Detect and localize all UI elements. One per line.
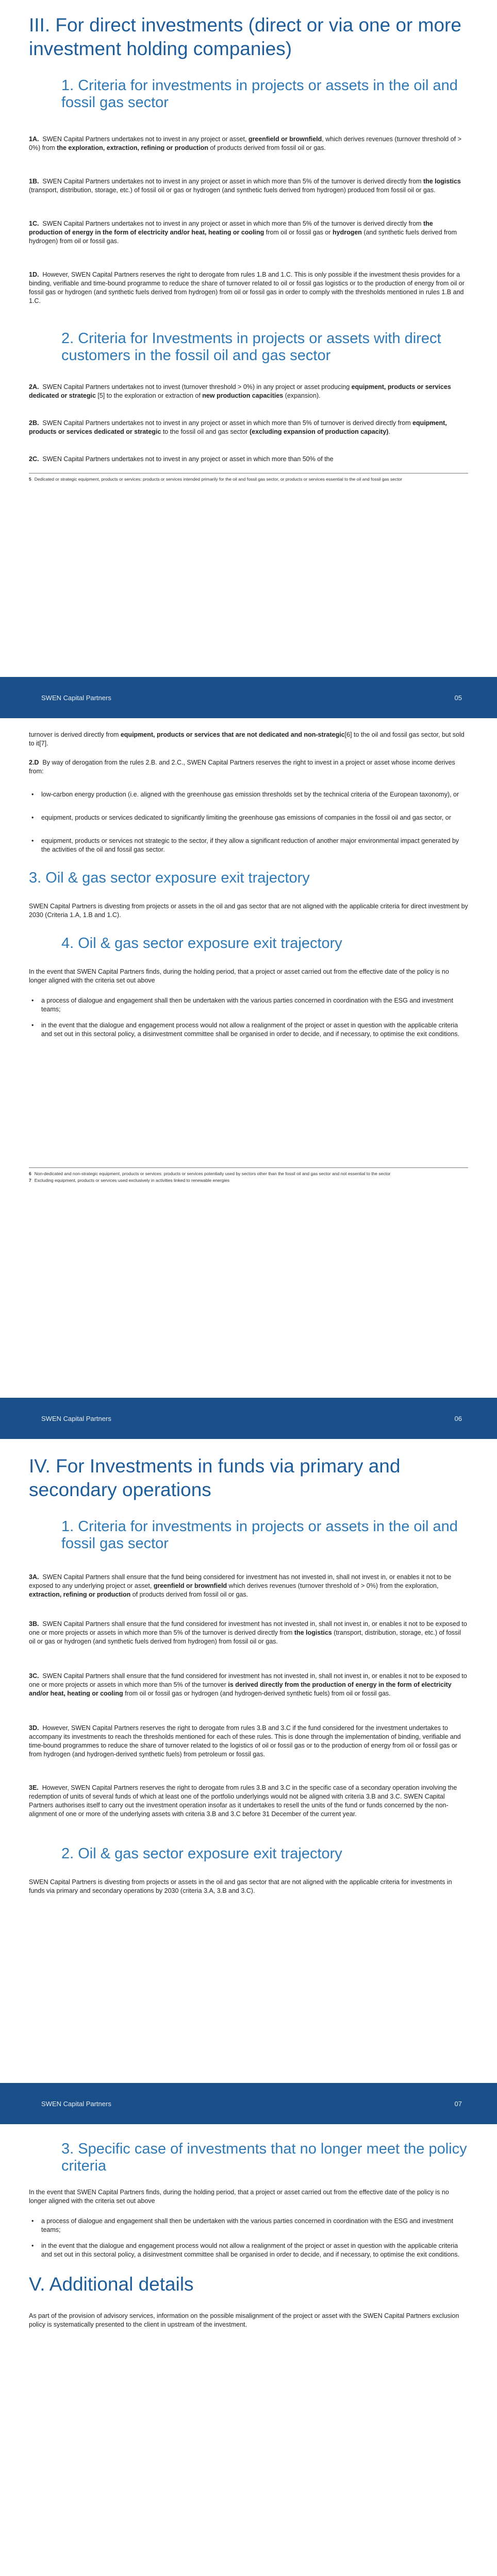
subsection-title-3: 3. Oil & gas sector exposure exit trajectory — [29, 870, 310, 886]
paragraph-2c: 2C. SWEN Capital Partners undertakes not to invest in any project or asset in which more than 50% of the — [29, 455, 334, 463]
footer-brand: SWEN Capital Partners — [41, 1414, 111, 1422]
paragraph-2d: 2.D By way of derogation from the rules 2.B. and 2.C., SWEN Capital Partners reserves the right to invest in a project or asset whose income derives from: — [29, 759, 455, 775]
footnote-6: 6 Non-dedicated and non-strategic equipment, products or services: products or services potentially used by sectors other than the fossil oil and gas sector and not essential to the sector — [29, 1171, 391, 1176]
paragraph-exit: SWEN Capital Partners is divesting from projects or assets in the oil and gas sector that are not aligned with the applicable criteria for investments in funds via primary and secondary operations by 2030 (criteria 3.A, 3.B and 3.C). — [29, 1878, 452, 1894]
paragraph-label: 3D. — [29, 1724, 39, 1732]
paragraph-label: 2.D — [29, 759, 39, 766]
subsection-title-1: 1. Criteria for investments in projects or assets in the oil and fossil gas sector — [61, 77, 458, 111]
subsection-title-2: 2. Oil & gas sector exposure exit trajectory — [61, 1845, 342, 1862]
paragraph-2b: 2B. SWEN Capital Partners undertakes not to invest in any project or asset in which more than 5% of turnover is derived directly from equipment, products or services dedicated or strategic to the fossil oil and gas sector (excluding expansion of production capacity). — [29, 419, 447, 435]
paragraph-3b: 3B. SWEN Capital Partners shall ensure that the fund considered for investment has not invested in, shall not invest in, or enables it not to be exposed to one or more projects or assets in which more than 5% of the turnover is derived directly from the logistics (transport, distribution, storage, etc.) of fossil oil or gas or hydrogen (and synthetic fuels derived from hydrogen) from fossil oil or gas. — [29, 1620, 467, 1645]
paragraph-details: As part of the provision of advisory services, information on the possible misalignment of the project or asset with the SWEN Capital Partners exclusion policy is systematically presented to the client in upstream of the investment. — [29, 2312, 459, 2328]
paragraph-label: 1A. — [29, 135, 39, 143]
page-5 — [0, 0, 497, 718]
paragraph-1a: 1A. SWEN Capital Partners undertakes not to invest in any project or asset, greenfield or brownfield, which derives revenues (turnover threshold of > 0%) from the exploration, extraction, refining or production of products derived from fossil oil or gas. — [29, 135, 461, 151]
page-7 — [0, 1439, 497, 2124]
paragraph-label: 1C. — [29, 220, 39, 227]
paragraph-2c-continued: turnover is derived directly from equipment, products or services that are not dedicated and non-strategic[6] to the oil and fossil gas sector, but sold to it[7]. — [29, 731, 465, 747]
subsection-title-1: 1. Criteria for investments in projects or assets in the oil and fossil gas sector — [61, 1518, 458, 1552]
page-number: 06 — [454, 1414, 462, 1422]
paragraph-label: 3E. — [29, 1784, 39, 1791]
engagement-list — [29, 2217, 468, 2259]
engagement-list — [29, 996, 468, 1039]
paragraph-label: 1B. — [29, 178, 39, 185]
paragraph-label: 2C. — [29, 455, 39, 463]
list-item: • in the event that the dialogue and engagement process would not allow a realignment of the project or asset in question with the applicable criteria and set out in this sectoral policy, a disinvestment committee shall be organised in order to decide, and if necessary, to optimise the exit conditions. — [29, 1021, 468, 1039]
list-item: • a process of dialogue and engagement shall then be undertaken with the various parties concerned in coordination with the ESG and investment teams; — [29, 2217, 468, 2234]
section-title-v: V. Additional details — [29, 2274, 194, 2295]
page-footer — [0, 677, 497, 718]
list-item: • in the event that the dialogue and engagement process would not allow a realignment of the project or asset in question with the applicable criteria and set out in this sectoral policy, a disinvestment committee shall be organised in order to decide, and if necessary, to optimise the exit conditions. — [29, 2242, 468, 2259]
footer-brand: SWEN Capital Partners — [41, 693, 111, 702]
page-number: 07 — [454, 2099, 462, 2108]
list-item: • low-carbon energy production (i.e. aligned with the greenhouse gas emission thresholds set by the technical criteria of the European taxonomy), or — [29, 790, 468, 799]
paragraph-1c: 1C. SWEN Capital Partners undertakes not to invest in any project or asset in which more than 5% of the turnover is derived directly from the production of energy in the form of electricity and/or heat, heating or cooling from oil or fossil gas or hydrogen (and synthetic fuels derived from hydrogen) from oil or fossil gas. — [29, 220, 457, 245]
paragraph-label: 3C. — [29, 1672, 39, 1680]
page-8 — [0, 2124, 497, 2576]
paragraph-label: 2A. — [29, 383, 39, 391]
footnote-divider — [29, 1167, 468, 1168]
paragraph-label: 2B. — [29, 419, 39, 427]
paragraph-1b: 1B. SWEN Capital Partners undertakes not to invest in any project or asset in which more than 5% of the turnover is derived directly from the logistics (transport, distribution, storage, etc.) of fossil oil or gas or hydrogen (and synthetic fuels derived from hydrogen) produced from fossil oil or gas. — [29, 178, 461, 194]
paragraph-3c: 3C. SWEN Capital Partners shall ensure that the fund considered for investment has not invested in, shall not invest in, or enables it not to be exposed to one or more projects or assets in which more than 5% of the turnover is derived directly from the production of energy in the form of electricity and/or heat, heating or cooling from oil or fossil gas or hydrogen (and hydrogen-derived synthetic fuels) from oil or fossil gas. — [29, 1672, 467, 1697]
subsection-title-2: 2. Criteria for Investments in projects or assets with direct customers in the fossil oil and gas sector — [61, 330, 441, 364]
page-footer — [0, 1398, 497, 1439]
paragraph-1d: 1D. However, SWEN Capital Partners reserves the right to derogate from rules 1.B and 1.C. This is only possible if the investment thesis provides for a binding, verifiable and time-bound programme to reduce the share of turnover related to oil or fossil gas logistics or to the production of energy from oil or fossil gas or hydrogen (and synthetic fuels derived from hydrogen) from oil or fossil gas in order to comply with the thresholds mentioned in rules 1.B and 1.C. — [29, 271, 465, 304]
subsection-title-3: 3. Specific case of investments that no longer meet the policy criteria — [61, 2141, 467, 2174]
derogation-list — [29, 790, 468, 854]
paragraph-3e: 3E. However, SWEN Capital Partners reserves the right to derogate from rules 3.B and 3.C in the specific case of a secondary operation involving the redemption of units of several funds of which at least one of the portfolio underlyings would not be aligned with criteria 3.B and 3.C. SWEN Capital Partners authorises itself to carry out the investment operation insofar as it undertakes to resell the units of the fund or funds concerned by the non-alignment of one or more of the underlying assets with criteria 3.B and 3.C before 31 December of the current year. — [29, 1784, 457, 1818]
paragraph-3a: 3A. SWEN Capital Partners shall ensure that the fund being considered for investment has not invested in, shall not invest in, or enables it not to be exposed to any underlying project or asset, greenfield or brownfield which derives revenues (turnover threshold of > 0%) from the exploration, extraction, refining or production of products derived from fossil oil or gas. — [29, 1573, 452, 1598]
paragraph-4: In the event that SWEN Capital Partners finds, during the holding period, that a project or asset carried out from the effective date of the policy is no longer aligned with the criteria set out above — [29, 968, 449, 984]
page-number: 05 — [454, 693, 462, 702]
paragraph-2a: 2A. SWEN Capital Partners undertakes not to invest (turnover threshold > 0%) in any project or asset producing equipment, products or services dedicated or strategic [5] to the exploration or extraction of new production capacities (expansion). — [29, 383, 451, 399]
page-6 — [0, 718, 497, 1439]
footnote-5: 5 Dedicated or strategic equipment, products or services: products or services intended primarily for the oil and fossil gas sector, or products or services essential to the oil and fossil gas sector — [29, 477, 403, 482]
list-item: • a process of dialogue and engagement shall then be undertaken with the various parties concerned in coordination with the ESG and investment teams; — [29, 996, 468, 1014]
paragraph-label: 1D. — [29, 271, 39, 278]
list-item: • equipment, products or services not strategic to the sector, if they allow a significant reduction of another major environmental impact generated by the activities of the oil and fossil gas sector. — [29, 837, 468, 854]
page-footer — [0, 2083, 497, 2124]
footer-brand: SWEN Capital Partners — [41, 2099, 111, 2108]
paragraph-3: SWEN Capital Partners is divesting from projects or assets in the oil and gas sector that are not aligned with the applicable criteria for direct investment by 2030 (Criteria 1.A, 1.B and 1.C). — [29, 903, 468, 919]
paragraph-label: 3B. — [29, 1620, 39, 1628]
section-title-iii: III. For direct investments (direct or via one or more investment holding companies) — [29, 14, 461, 59]
list-item: • equipment, products or services dedicated to significantly limiting the greenhouse gas emissions of companies in the fossil oil and gas sector, or — [29, 814, 468, 822]
paragraph-3d: 3D. However, SWEN Capital Partners reserves the right to derogate from rules 3.B and 3.C if the fund considered for the investment undertakes to accompany its investments to reach the thresholds mentioned for each of these rules. This is done through the implementation of binding, verifiable and time-bound programmes to reduce the share of turnover related to the logistics of oil or fossil gas or to the production of energy from oil or fossil gas or from hydrogen (and hydrogen-derived synthetic fuels) from petroleum or fossil gas. — [29, 1724, 461, 1758]
footnote-7: 7 Excluding equipment, products or services used exclusively in activities linked to renewable energies — [29, 1178, 230, 1183]
subsection-title-4: 4. Oil & gas sector exposure exit trajectory — [61, 935, 342, 952]
section-title-iv: IV. For Investments in funds via primary and secondary operations — [29, 1455, 401, 1500]
paragraph-intro: In the event that SWEN Capital Partners finds, during the holding period, that a project or asset carried out from the effective date of the policy is no longer aligned with the criteria set out above — [29, 2189, 449, 2205]
paragraph-label: 3A. — [29, 1573, 39, 1581]
